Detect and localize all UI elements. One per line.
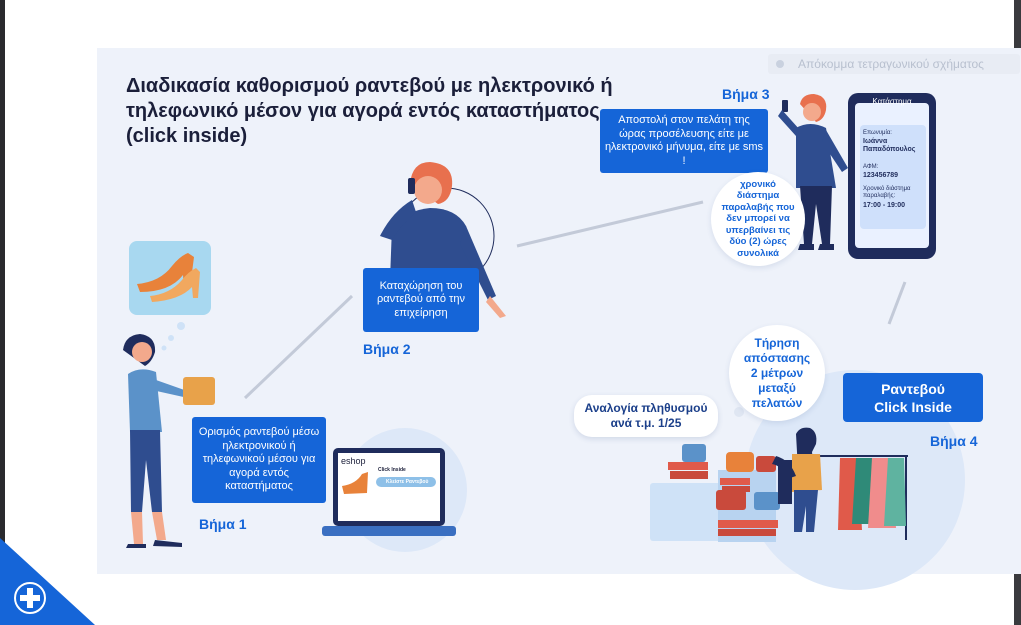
laptop-brand: eshop — [341, 456, 366, 466]
step4-label: Βήμα 4 — [930, 433, 978, 449]
phone-afm-label: ΑΦΜ: — [863, 164, 879, 170]
step2-box: Καταχώρηση του ραντεβού από την επιχείρηση — [363, 268, 479, 332]
step2-label: Βήμα 2 — [363, 341, 411, 357]
phone-afm-value: 123456789 — [863, 172, 899, 179]
connector-3-4 — [889, 282, 905, 324]
step4-box: Ραντεβού Click Inside — [843, 373, 983, 422]
phone-time-label: Χρονικό διάστημα παραλαβής: — [863, 186, 911, 199]
laptop-appointment-button: Κλείστε Ραντεβού — [386, 479, 429, 485]
step3-label: Βήμα 3 — [722, 86, 770, 102]
step1-label: Βήμα 1 — [199, 516, 247, 532]
snip-dot-icon — [776, 60, 784, 68]
step3-pickup-window-bubble: χρονικό διάστημα παραλαβής που δεν μπορεί να υπερβαίνει τις δύο (2) ώρες συνολικά — [711, 172, 805, 266]
phone-name-label: Επωνυμία: — [863, 130, 892, 136]
snip-overlay-label: Απόκομμα τετραγωνικού σχήματος — [798, 57, 984, 71]
coat-of-arms-icon — [0, 538, 95, 625]
phone-time-value: 17:00 - 19:00 — [863, 202, 906, 209]
phone-name-value: Ιωάννα Παπαδόπουλος — [863, 138, 916, 153]
page-title: Διαδικασία καθορισμού ραντεβού με ηλεκτρονικό ή τηλεφωνικό μέσον για αγορά εντός καταστήματος (click inside) — [126, 75, 613, 147]
laptop-caption: Click Inside — [378, 467, 406, 473]
thought-dots-icon — [162, 322, 186, 351]
step4-distance-bubble: Τήρηση απόστασης 2 μέτρων μεταξύ πελατών — [729, 325, 825, 421]
connector-2-3 — [517, 202, 703, 246]
step1-box: Ορισμός ραντεβού μέσω ηλεκτρονικού ή τηλεφωνικού μέσου για αγορά εντός καταστήματος — [192, 417, 326, 503]
step4-density-pill: Αναλογία πληθυσμού ανά τ.μ. 1/25 — [574, 395, 718, 437]
snip-overlay — [768, 54, 1020, 74]
phone-header: Κατάστημα — [872, 97, 912, 106]
step3-box: Αποστολή στον πελάτη της ώρας προσέλευσης είτε με ηλεκτρονικό μήνυμα, είτε με sms ! — [600, 109, 768, 173]
connector-1-2 — [245, 296, 352, 398]
